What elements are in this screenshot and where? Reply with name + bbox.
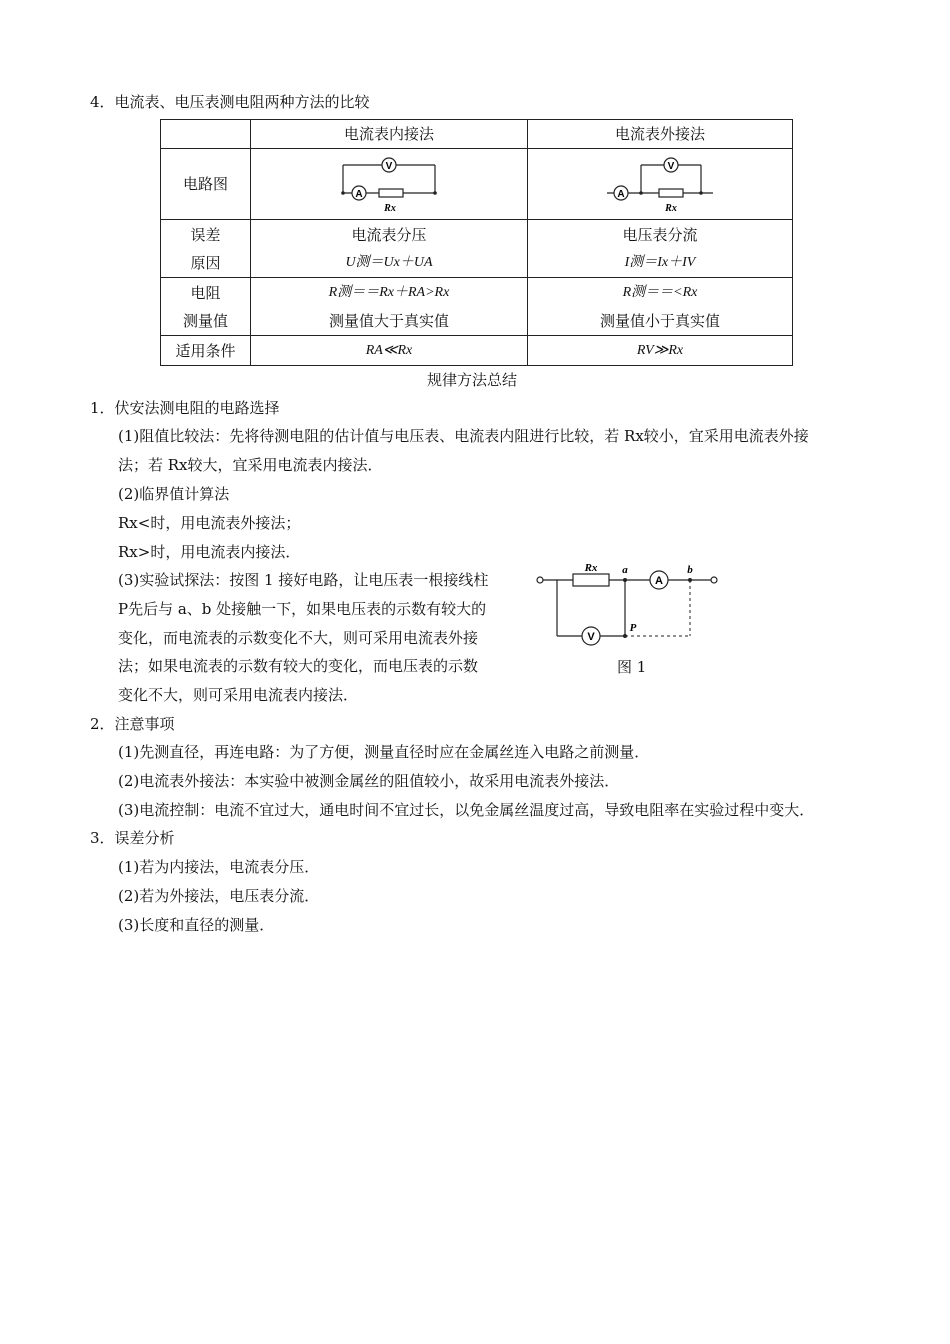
row-header-circuit: 电路图 <box>161 149 251 220</box>
row-header-condition: 适用条件 <box>161 336 251 366</box>
ammeter-symbol: A <box>355 189 363 200</box>
s3-item-3: (3)长度和直径的测量． <box>118 916 275 934</box>
ammeter-symbol: A <box>617 189 625 200</box>
outer-resistance-cell <box>528 278 793 336</box>
summary-title: 规律方法总结 <box>427 371 518 389</box>
outer-resistance-text: 测量值小于真实值 <box>599 311 720 330</box>
row-header-resistance <box>161 278 251 336</box>
s1-p2-title: (2)临界值计算法 <box>118 485 230 503</box>
table-corner-cell <box>161 120 251 149</box>
row-header-resistance-line1: 电阻 <box>190 283 221 302</box>
voltmeter-symbol: V <box>667 161 675 172</box>
outer-resistance-formula: R测＝＝<Rx <box>622 284 698 300</box>
col-header-inner: 电流表内接法 <box>251 120 528 149</box>
inner-connection-circuit-icon <box>339 153 439 215</box>
figure-1-circuit <box>535 560 725 646</box>
s1-p1-line2: 法；若 Rx较大，宜采用电流表内接法． <box>118 456 383 474</box>
point-b-label: b <box>687 564 693 576</box>
s2-item-2: (2)电流表外接法：本实验中被测金属丝的阻值较小，故采用电流表外接法． <box>118 772 620 790</box>
s1-p2-line2: Rx>时，用电流表内接法． <box>118 543 301 561</box>
s1-p2-line1: Rx<时，用电流表外接法； <box>118 514 301 532</box>
outer-connection-circuit-icon <box>605 153 715 215</box>
point-p-label: P <box>629 622 637 634</box>
rx-label: Rx <box>384 203 396 214</box>
voltmeter-symbol: V <box>385 161 393 172</box>
s3-item-2: (2)若为外接法，电压表分流． <box>118 887 320 905</box>
s3-heading: 3．误差分析 <box>90 829 175 847</box>
inner-resistance-cell <box>251 278 528 336</box>
row-header-error-line2: 原因 <box>190 253 221 272</box>
s1-p3-line4: 法；如果电流表的示数有较大的变化，而电压表的示数 <box>118 657 479 675</box>
s1-p1-line1: (1)阻值比较法：先将待测电阻的估计值与电压表、电流表内阻进行比较，若 Rx较小，宜采用电流表外接 <box>118 427 809 445</box>
voltmeter-symbol: V <box>587 631 595 643</box>
inner-error-cell <box>251 220 528 278</box>
comparison-table <box>160 119 793 366</box>
s2-item-1: (1)先测直径，再连电路：为了方便，测量直径时应在金属丝连入电路之前测量． <box>118 743 650 761</box>
s2-item-3: (3)电流控制：电流不宜过大，通电时间不宜过长，以免金属丝温度过高，导致电阻率在实验过程中变大． <box>118 801 815 819</box>
resistor-icon <box>573 574 609 586</box>
s1-heading: 1．伏安法测电阻的电路选择 <box>90 399 280 417</box>
figure-caption: 图 1 <box>617 658 647 676</box>
s1-p3-line2: P先后与 a、b 处接触一下，如果电压表的示数有较大的 <box>118 600 487 618</box>
s1-p3-line5: 变化不大，则可采用电流表内接法． <box>118 686 359 704</box>
inner-resistance-formula: R测＝＝Rx＋RA>Rx <box>328 284 450 300</box>
inner-error-formula: U测＝Ux＋UA <box>345 254 433 270</box>
inner-circuit-diagram <box>251 149 528 220</box>
inner-error-text: 电流表分压 <box>351 225 427 244</box>
inner-resistance-text: 测量值大于真实值 <box>328 311 449 330</box>
row-header-resistance-line2: 测量值 <box>182 311 228 330</box>
outer-circuit-diagram <box>528 149 793 220</box>
outer-error-text: 电压表分流 <box>622 225 698 244</box>
rx-label: Rx <box>665 203 677 214</box>
s3-item-1: (1)若为内接法，电流表分压． <box>118 858 320 876</box>
row-header-error <box>161 220 251 278</box>
s1-p3-line3: 变化，而电流表的示数变化不大，则可采用电流表外接 <box>118 629 479 647</box>
s1-p3-line1: (3)实验试探法：按图 1 接好电路，让电压表一根接线柱 <box>118 571 489 589</box>
outer-condition: RV≫Rx <box>528 336 793 366</box>
point-a-label: a <box>622 564 628 576</box>
col-header-outer: 电流表外接法 <box>528 120 793 149</box>
outer-error-cell <box>528 220 793 278</box>
s2-heading: 2．注意事项 <box>90 715 175 733</box>
section-heading: 4．电流表、电压表测电阻两种方法的比较 <box>90 93 370 111</box>
row-header-error-line1: 误差 <box>190 225 221 244</box>
terminal-left-icon <box>537 577 543 583</box>
ammeter-symbol: A <box>655 575 663 587</box>
outer-error-formula: I测＝Ix＋IV <box>624 254 696 270</box>
rx-label: Rx <box>584 562 598 574</box>
inner-condition: RA≪Rx <box>251 336 528 366</box>
terminal-right-icon <box>711 577 717 583</box>
